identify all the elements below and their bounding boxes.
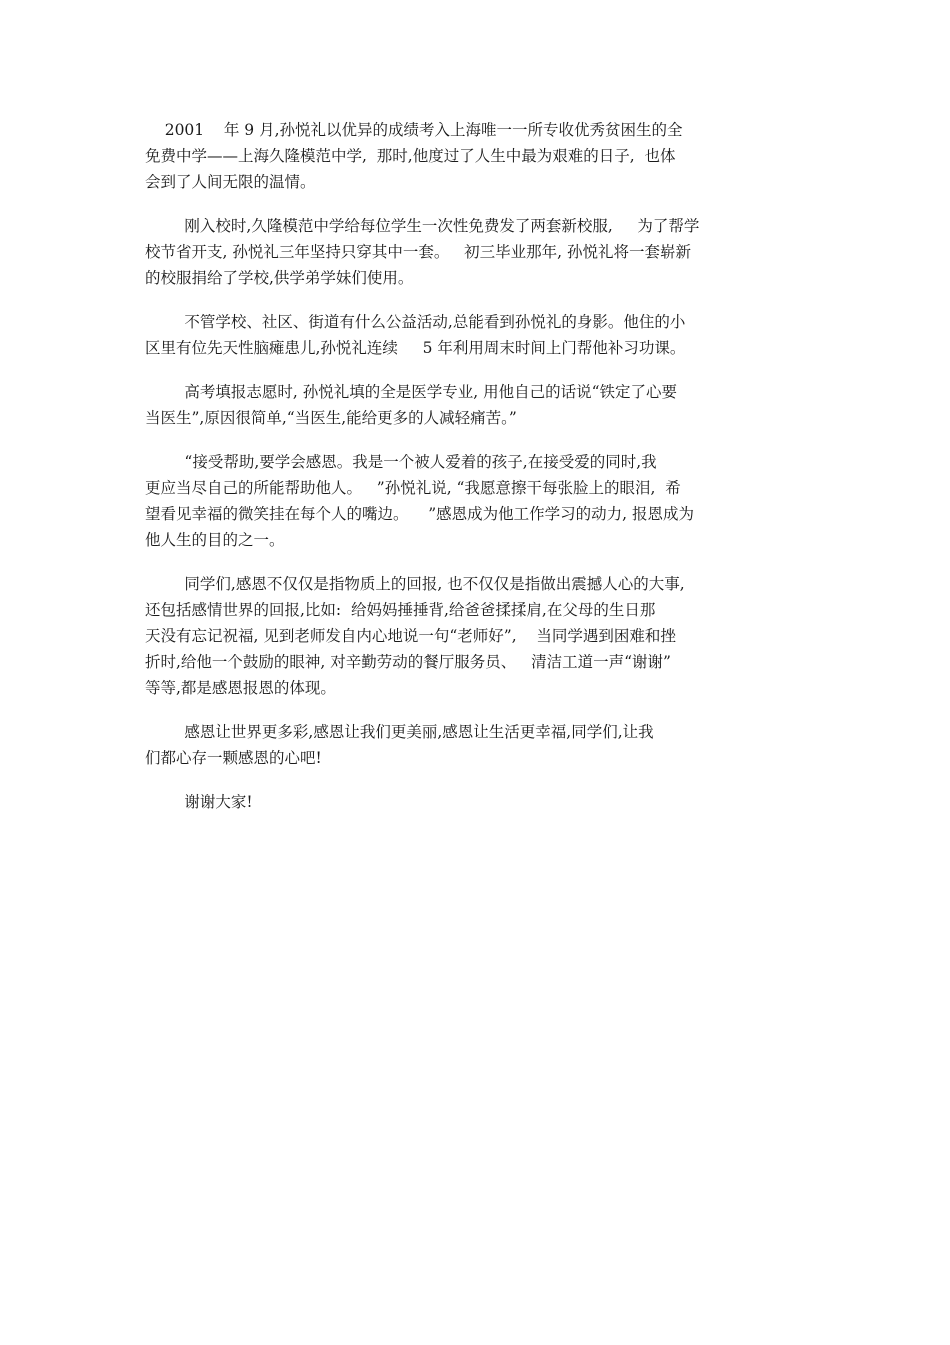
text-line: 高考填报志愿时, 孙悦礼填的全是医学专业, 用他自己的话说“铁定了心要 bbox=[145, 383, 678, 401]
text-line: 免费中学——上海久隆模范中学, 那时,他度过了人生中最为艰难的日子, 也体 bbox=[145, 147, 676, 165]
text-line: 更应当尽自己的所能帮助他人。 ”孙悦礼说, “我愿意擦干每张脸上的眼泪, 希 bbox=[145, 479, 681, 497]
text-line: 谢谢大家! bbox=[145, 793, 253, 811]
paragraph-2 bbox=[145, 213, 785, 291]
text-line: 他人生的目的之一。 bbox=[145, 531, 285, 549]
text-line: 2001 年 9 月,孙悦礼以优异的成绩考入上海唯一一所专收优秀贫困生的全 bbox=[145, 121, 683, 139]
document-body bbox=[145, 117, 785, 833]
text-line: 折时,给他一个鼓励的眼神, 对辛勤劳动的餐厅服务员、 清洁工道一声“谢谢” bbox=[145, 653, 671, 671]
text-line: 望看见幸福的微笑挂在每个人的嘴边。 ”感恩成为他工作学习的动力, 报恩成为 bbox=[145, 505, 694, 523]
paragraph-8 bbox=[145, 789, 785, 815]
text-line: 同学们,感恩不仅仅是指物质上的回报, 也不仅仅是指做出震撼人心的大事, bbox=[145, 575, 685, 593]
text-line: 不管学校、社区、街道有什么公益活动,总能看到孙悦礼的身影。他住的小 bbox=[145, 313, 686, 331]
paragraph-6 bbox=[145, 571, 785, 701]
paragraph-5 bbox=[145, 449, 785, 553]
text-line: 校节省开支, 孙悦礼三年坚持只穿其中一套。 初三毕业那年, 孙悦礼将一套崭新 bbox=[145, 243, 691, 261]
text-line: 区里有位先天性脑瘫患儿,孙悦礼连续 5 年利用周末时间上门帮他补习功课。 bbox=[145, 339, 686, 357]
paragraph-1 bbox=[145, 117, 785, 195]
text-line: 当医生”,原因很简单,“当医生,能给更多的人减轻痛苦。” bbox=[145, 409, 517, 427]
text-line: “接受帮助,要学会感恩。我是一个被人爱着的孩子,在接受爱的同时,我 bbox=[145, 453, 657, 471]
text-line: 还包括感情世界的回报,比如: 给妈妈捶捶背,给爸爸揉揉肩,在父母的生日那 bbox=[145, 601, 656, 619]
text-line: 会到了人间无限的温情。 bbox=[145, 173, 316, 191]
text-line: 的校服捐给了学校,供学弟学妹们使用。 bbox=[145, 269, 414, 287]
text-line: 等等,都是感恩报恩的体现。 bbox=[145, 679, 336, 697]
paragraph-4 bbox=[145, 379, 785, 431]
text-line: 们都心存一颗感恩的心吧! bbox=[145, 749, 322, 767]
text-line: 刚入校时,久隆模范中学给每位学生一次性免费发了两套新校服, 为了帮学 bbox=[145, 217, 700, 235]
text-line: 感恩让世界更多彩,感恩让我们更美丽,感恩让生活更幸福,同学们,让我 bbox=[145, 723, 654, 741]
paragraph-3 bbox=[145, 309, 785, 361]
text-line: 天没有忘记祝福, 见到老师发自内心地说一句“老师好”, 当同学遇到困难和挫 bbox=[145, 627, 676, 645]
paragraph-7 bbox=[145, 719, 785, 771]
